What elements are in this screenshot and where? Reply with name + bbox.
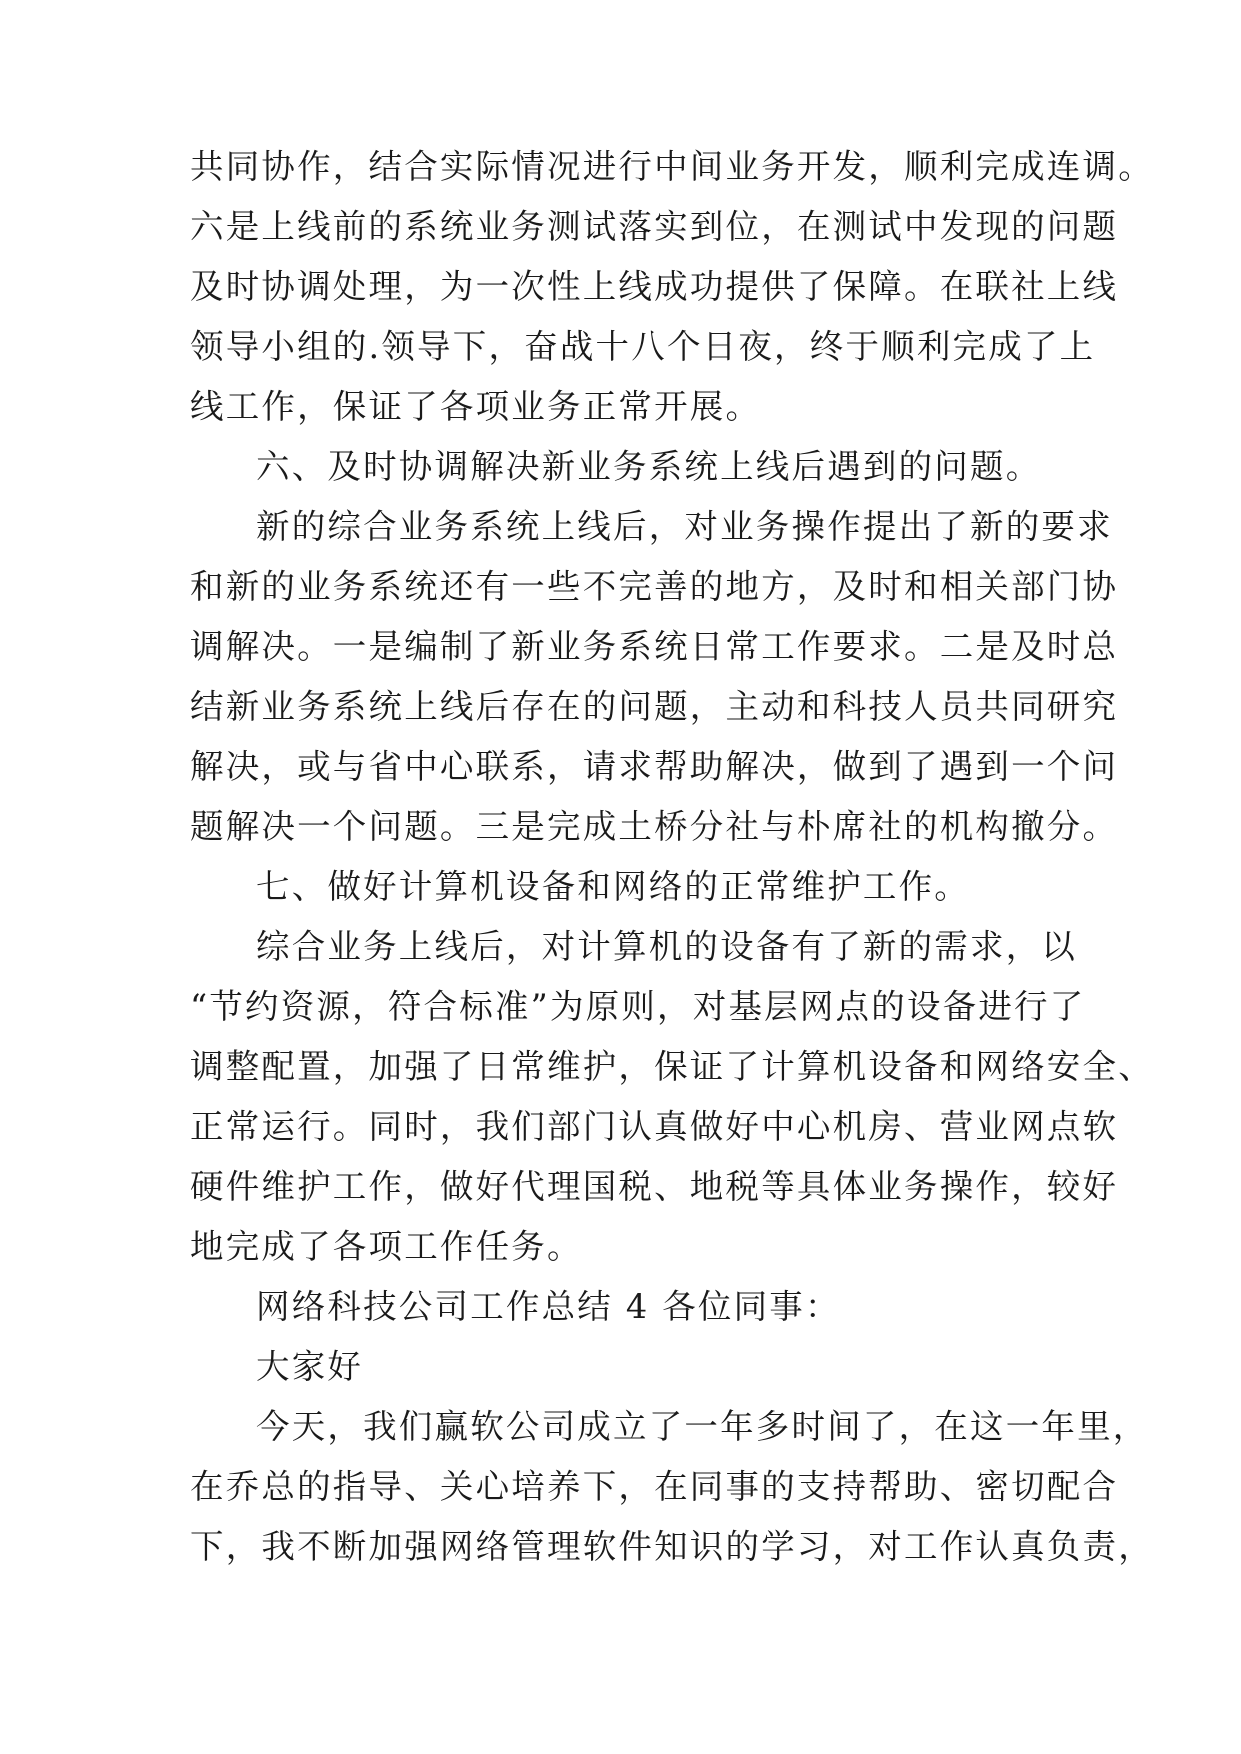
text-line: 解决，或与省中心联系，请求帮助解决，做到了遇到一个问 [190,747,1119,786]
text-line: 硬件维护工作，做好代理国税、地税等具体业务操作，较好 [190,1167,1119,1206]
text-line: “节约资源，符合标准”为原则，对基层网点的设备进行了 [190,987,1086,1026]
text-line: 共同协作，结合实际情况进行中间业务开发，顺利完成连调。 [190,147,1154,186]
text-line: 题解决一个问题。三是完成土桥分社与朴席社的机构撤分。 [190,807,1119,846]
section-heading-7: 七、做好计算机设备和网络的正常维护工作。 [256,867,970,906]
text-line: 结新业务系统上线后存在的问题，主动和科技人员共同研究 [190,687,1119,726]
text-line: 新的综合业务系统上线后，对业务操作提出了新的要求 [256,507,1113,546]
text-line: 下，我不断加强网络管理软件知识的学习，对工作认真负责， [190,1527,1154,1566]
text-line: 地完成了各项工作任务。 [190,1227,583,1266]
text-line: 今天，我们赢软公司成立了一年多时间了，在这一年里， [256,1407,1149,1446]
text-line: 调解决。一是编制了新业务系统日常工作要求。二是及时总 [190,627,1119,666]
text-line: 调整配置，加强了日常维护，保证了计算机设备和网络安全、 [190,1047,1154,1086]
text-line: 在乔总的指导、关心培养下，在同事的支持帮助、密切配合 [190,1467,1119,1506]
text-line: 正常运行。同时，我们部门认真做好中心机房、营业网点软 [190,1107,1119,1146]
text-line: 线工作，保证了各项业务正常开展。 [190,387,762,426]
text-line: 领导小组的.领导下，奋战十八个日夜，终于顺利完成了上 [190,327,1096,366]
section-title: 网络科技公司工作总结 4 各位同事： [256,1287,841,1326]
text-line: 六是上线前的系统业务测试落实到位，在测试中发现的问题 [190,207,1119,246]
text-line: 和新的业务系统还有一些不完善的地方，及时和相关部门协 [190,567,1119,606]
section-heading-6: 六、及时协调解决新业务系统上线后遇到的问题。 [256,447,1042,486]
greeting: 大家好 [256,1347,364,1386]
text-line: 综合业务上线后，对计算机的设备有了新的需求，以 [256,927,1078,966]
text-line: 及时协调处理，为一次性上线成功提供了保障。在联社上线 [190,267,1119,306]
